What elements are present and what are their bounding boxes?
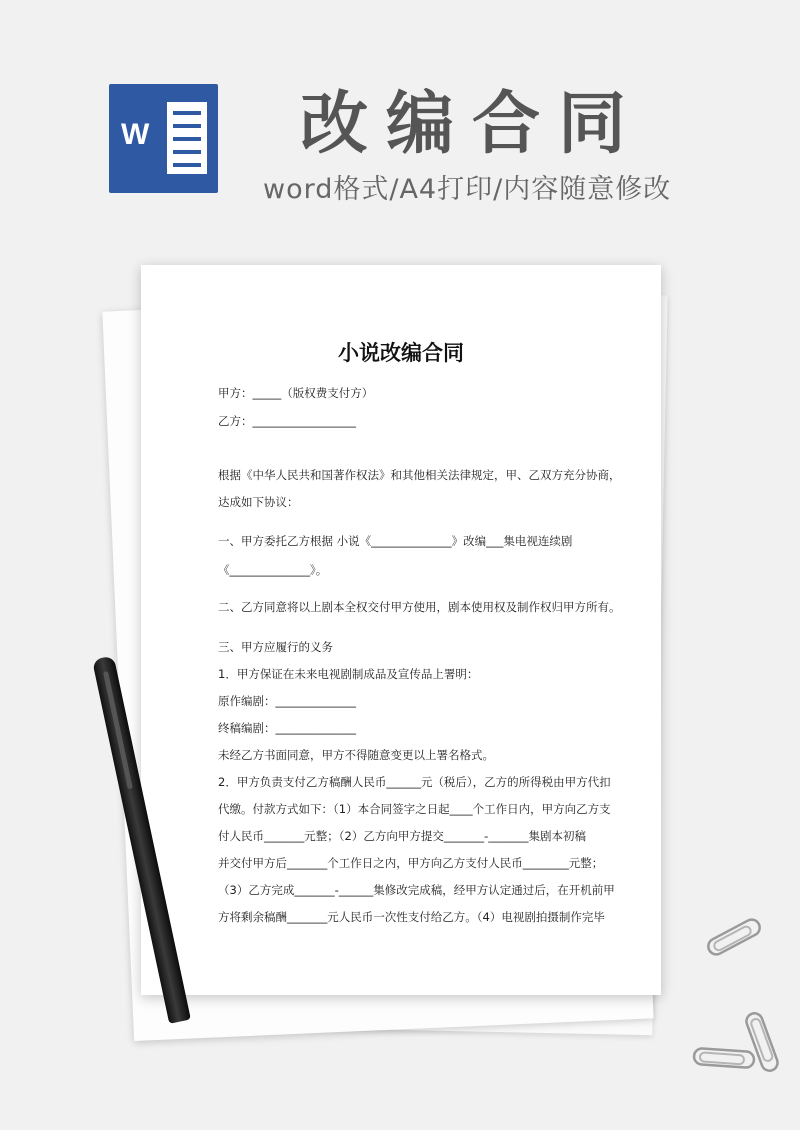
document-title: 小说改编合同 [338, 341, 464, 365]
page-title: 改编合同 [300, 85, 645, 164]
document-line: 达成如下协议： [218, 495, 299, 509]
document-line: 三、甲方应履行的义务 [218, 640, 333, 654]
document-line: 一、甲方委托乙方根据 小说《______________》改编___集电视连续剧 [218, 534, 573, 548]
document-line: 乙方：__________________ [218, 414, 356, 428]
document-lines-icon [167, 102, 207, 174]
document-line: 终稿编剧：______________ [218, 721, 356, 735]
document-line: 根据《中华人民共和国著作权法》和其他相关法律规定，甲、乙双方充分协商， [218, 468, 621, 482]
document-line: 1．甲方保证在未来电视剧制成品及宣传品上署明： [218, 667, 479, 681]
document-line: （3）乙方完成_______-______集修改完成稿，经甲方认定通过后，在开机前甲 [218, 883, 615, 897]
document-line: 二、乙方同意将以上剧本全权交付甲方使用，剧本使用权及制作权归甲方所有。 [218, 600, 621, 614]
document-line: 未经乙方书面同意，甲方不得随意变更以上署名格式。 [218, 748, 494, 762]
document-line: 代缴。付款方式如下：（1）本合同签字之日起____个工作日内，甲方向乙方支 [218, 802, 611, 816]
document-line: 原作编剧：______________ [218, 694, 356, 708]
document-line: 付人民币_______元整；（2）乙方向甲方提交_______-_______集剧本初稿 [218, 829, 586, 843]
document-line: 方将剩余稿酬_______元人民币一次性支付给乙方。（4）电视剧拍摄制作完毕 [218, 910, 605, 924]
word-logo-letter: W [121, 118, 150, 151]
page-subtitle: word格式/A4打印/内容随意修改 [263, 174, 672, 205]
paperclip-icon [700, 915, 770, 965]
document-line: 《______________》。 [218, 563, 328, 577]
document-line: 甲方：_____（版权费支付方） [218, 386, 374, 400]
contract-page [141, 265, 661, 995]
word-app-icon [109, 84, 218, 193]
document-line: 2．甲方负责支付乙方稿酬人民币______元（税后），乙方的所得税由甲方代扣 [218, 775, 611, 789]
paperclip-icon [690, 1040, 760, 1080]
document-line: 并交付甲方后_______个工作日之内，甲方向乙方支付人民币________元整； [218, 856, 604, 870]
